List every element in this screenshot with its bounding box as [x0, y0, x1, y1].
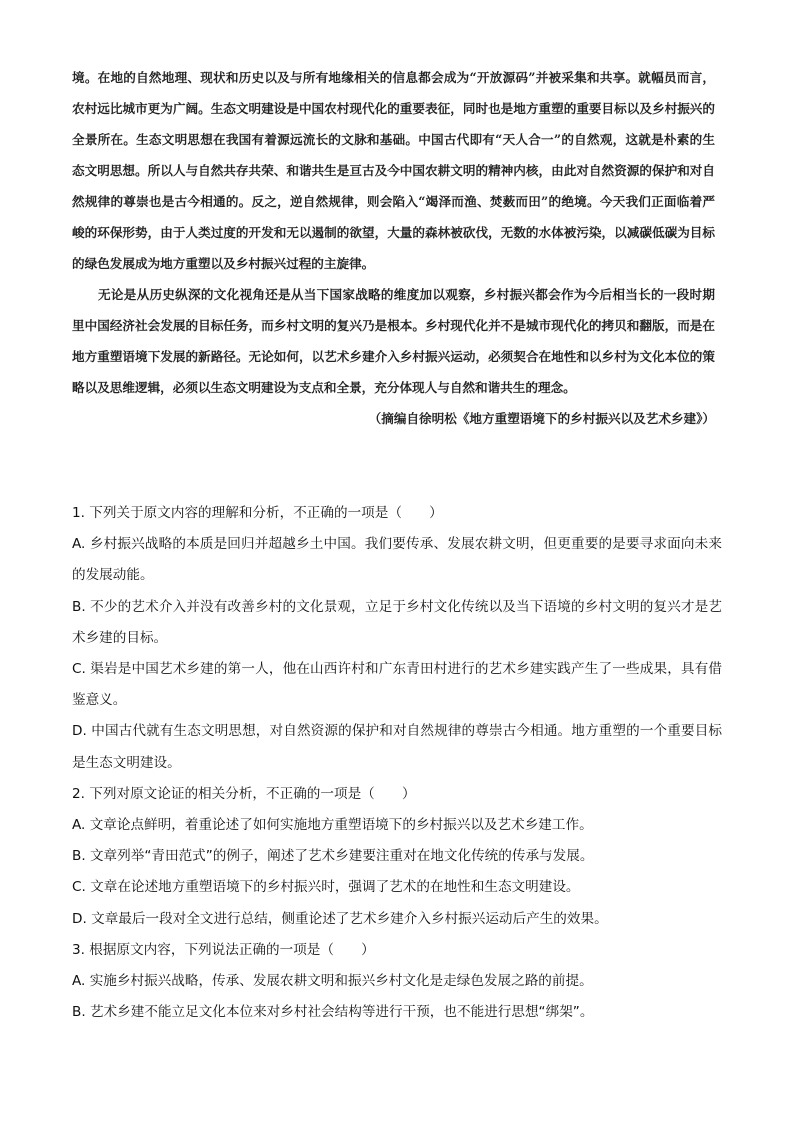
answer-option: C. 文章在论述地方重塑语境下的乡村振兴时，强调了艺术的在地性和生态文明建设。 — [72, 879, 580, 896]
answer-option: A. 实施乡村振兴战略，传承、发展农耕文明和振兴乡村文化是走绿色发展之路的前提。 — [72, 973, 593, 990]
question-list — [72, 498, 722, 1028]
passage-paragraph: 无论是从历史纵深的文化视角还是从当下国家战略的维度加以观察，乡村振兴都会作为今后相当长的一段时期里中国经济社会发展的目标任务，而乡村文明的复兴乃是根本。乡村现代化并不是城市现代化的拷贝和翻版，而是在地方重塑语境下发展的新路径。无论如何，以艺术乡建介入乡村振兴运动，必须契合在地性和以乡村为文化本位的策略以及思维逻辑，必须以生态文明建设为支点和全景，充分体现人与自然和谐共生的理念。 — [72, 287, 715, 395]
question-stem: 2. 下列对原文论证的相关分析，不正确的一项是（ ） — [72, 785, 416, 802]
answer-option: D. 文章最后一段对全文进行总结，侧重论述了艺术乡建介入乡村振兴运动后产生的效果。 — [72, 910, 608, 927]
passage-source: （摘编自徐明松《地方重塑语境下的乡村振兴以及艺术乡建》） — [368, 411, 715, 426]
reading-passage — [72, 62, 715, 434]
answer-option: A. 文章论点鲜明，着重论述了如何实施地方重塑语境下的乡村振兴以及艺术乡建工作。 — [72, 817, 593, 834]
answer-option: B. 不少的艺术介入并没有改善乡村的文化景观，立足于乡村文化传统以及当下语境的乡村文明的复兴才是艺术乡建的目标。 — [72, 598, 722, 646]
answer-option: C. 渠岩是中国艺术乡建的第一人，他在山西许村和广东青田村进行的艺术乡建实践产生了一些成果，具有借鉴意义。 — [72, 661, 722, 709]
answer-option: B. 艺术乡建不能立足文化本位来对乡村社会结构等进行干预，也不能进行思想“绑架”。 — [72, 1004, 594, 1021]
answer-option: D. 中国古代就有生态文明思想，对自然资源的保护和对自然规律的尊崇古今相通。地方重塑的一个重要目标是生态文明建设。 — [72, 723, 722, 771]
question-stem: 3. 根据原文内容，下列说法正确的一项是（ ） — [72, 941, 375, 958]
answer-option: A. 乡村振兴战略的本质是回归并超越乡土中国。我们要传承、发展农耕文明，但更重要的是要寻求面向未来的发展动能。 — [72, 536, 722, 584]
question-stem: 1. 下列关于原文内容的理解和分析，不正确的一项是（ ） — [72, 505, 443, 521]
answer-option: B. 文章列举“青田范式”的例子，阐述了艺术乡建要注重对在地文化传统的传承与发展。 — [72, 848, 594, 865]
passage-paragraph: 境。在地的自然地理、现状和历史以及与所有地缘相关的信息都会成为“开放源码”并被采集和共享。就幅员而言，农村远比城市更为广阔。生态文明建设是中国农村现代化的重要表征，同时也是地方重塑的重要目标以及乡村振兴的全景所在。生态文明思想在我国有着源远流长的文脉和基础。中国古代即有“天人合一”的自然观，这就是朴素的生态文明思想。所以人与自然共存共荣、和谐共生是亘古及今中国农耕文明的精神内核，由此对自然资源的保护和对自然规律的尊崇也是古今相通的。反之，逆自然规律，则会陷入“竭泽而渔、焚薮而田”的绝境。今天我们正面临着严峻的环保形势，由于人类过度的开发和无以遏制的欲望，大量的森林被砍伐，无数的水体被污染，以减碳低碳为目标的绿色发展成为地方重塑以及乡村振兴过程的主旋律。 — [72, 70, 715, 271]
